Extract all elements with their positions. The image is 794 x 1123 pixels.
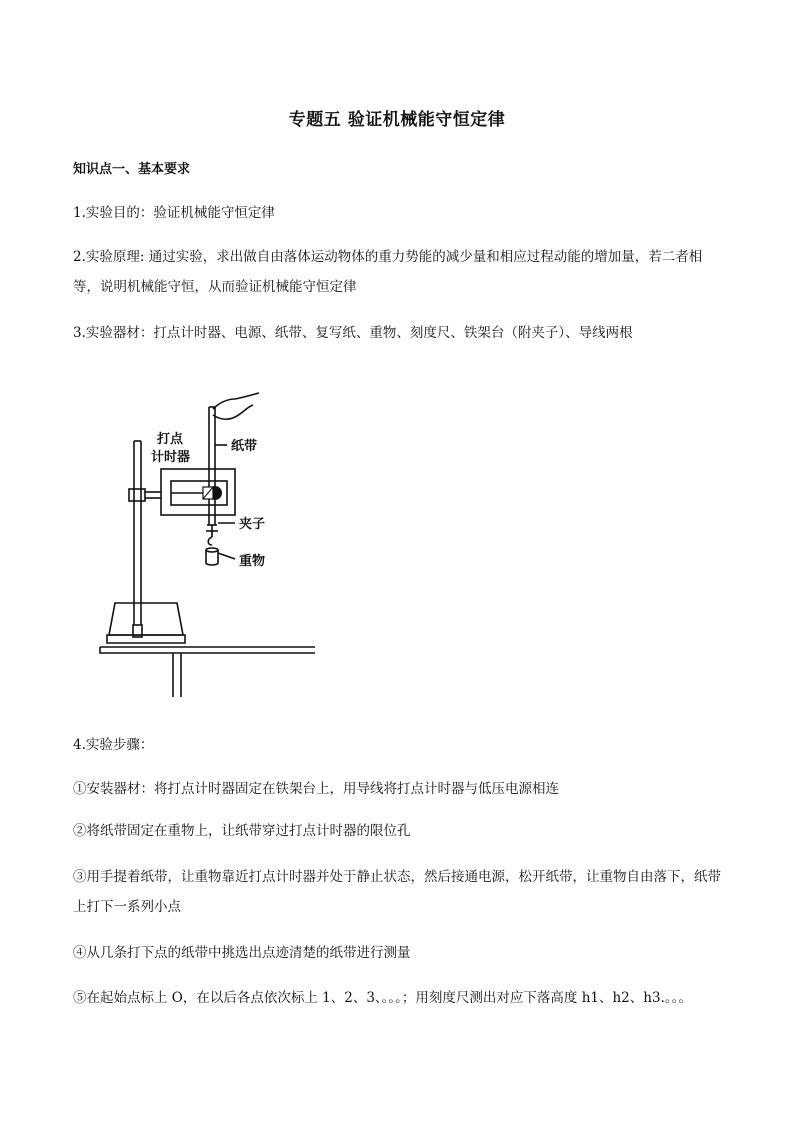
apparatus-svg <box>95 385 315 705</box>
step-4: ④从几条打下点的纸带中挑选出点迹清楚的纸带进行测量 <box>73 945 411 961</box>
page-title: 专题五 验证机械能守恒定律 <box>288 110 506 130</box>
clamp-block <box>129 489 145 501</box>
apparatus-diagram <box>95 385 315 705</box>
step-3: ③用手提着纸带，让重物靠近打点计时器并处于静止状态，然后接通电源，松开纸带，让重物自由落下，纸带上打下一系列小点 <box>73 869 721 915</box>
paragraph-equipment: 3.实验器材：打点计时器、电源、纸带、复写纸、重物、刻度尺、铁架台（附夹子）、导线两根 <box>73 325 633 341</box>
label-clip: 夹子 <box>239 517 266 532</box>
label-weight: 重物 <box>239 554 266 569</box>
step-1: ①安装器材：将打点计时器固定在铁架台上，用导线将打点计时器与低压电源相连 <box>73 781 559 797</box>
section-heading: 知识点一、基本要求 <box>73 162 191 177</box>
stand-base-bottom <box>107 635 185 643</box>
stand-base <box>109 603 183 635</box>
step-2: ②将纸带固定在重物上，让纸带穿过打点计时器的限位孔 <box>73 823 411 839</box>
label-timer-line1: 打点 <box>157 432 184 447</box>
step-5: ⑤在起始点标上 O，在以后各点依次标上 1、2、3、。。。；用刻度尺测出对应下落高度 h1、h2、h3.。。。 <box>73 990 692 1006</box>
paragraph-principle: 2.实验原理: 通过实验，求出做自由落体运动物体的重力势能的减少量和相应过程动能的增加量，若二者相等，说明机械能守恒，从而验证机械能守恒定律 <box>73 249 703 295</box>
paragraph-purpose: 1.实验目的：验证机械能守恒定律 <box>73 205 275 221</box>
hand-outline <box>213 393 259 409</box>
label-tape: 纸带 <box>231 439 258 454</box>
paragraph-steps-heading: 4.实验步骤： <box>73 737 154 753</box>
table-edge <box>100 647 315 653</box>
label-timer-line2: 计时器 <box>151 450 191 465</box>
timer-box <box>161 469 235 515</box>
